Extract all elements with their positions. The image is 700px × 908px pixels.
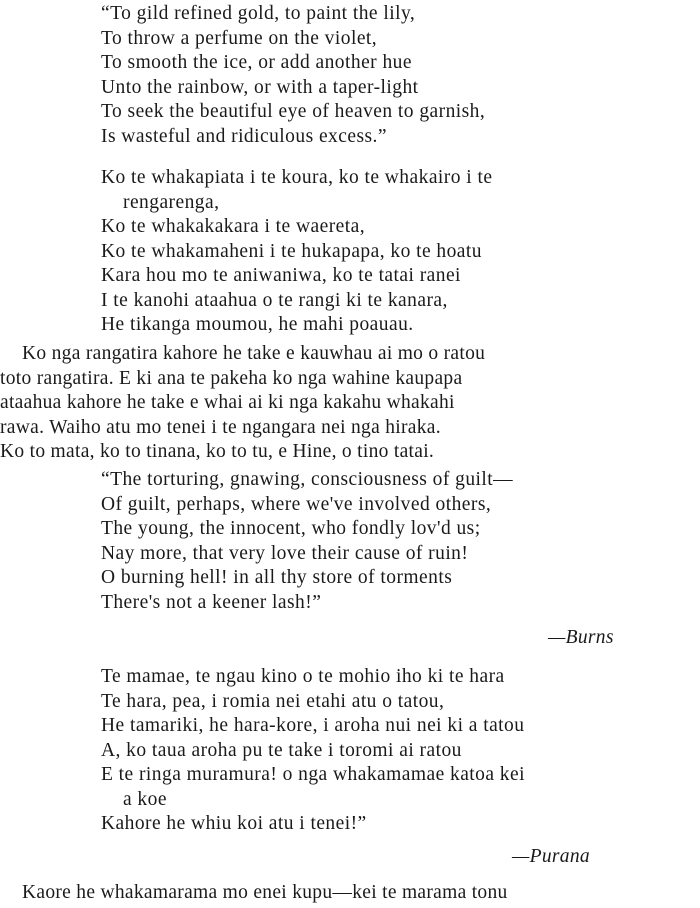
verse-line: A, ko taua aroha pu te take i toromi ai ratou [101, 739, 462, 761]
verse-line: Is wasteful and ridiculous excess.” [101, 125, 387, 147]
verse-line: O burning hell! in all thy store of torments [101, 567, 453, 588]
verse-line: Te hara, pea, i romia nei etahi atu o tatou, [101, 690, 445, 712]
verse-line: There's not a keener lash!” [101, 591, 322, 613]
attribution-purana: —Purana [512, 846, 590, 867]
prose-line: toto rangatira. E ki ana te pakeha ko nga wahine kaupapa [0, 367, 463, 389]
verse-line: Unto the rainbow, or with a taper-light [101, 76, 419, 98]
verse-maori-2 [101, 665, 525, 837]
prose-line: Kaore he whakamarama mo enei kupu—kei te marama tonu [22, 882, 508, 903]
verse-english-2 [101, 468, 513, 615]
verse-line-continuation: rengarenga, [123, 191, 220, 213]
prose-line: rawa. Waiho atu mo tenei i te ngangara nei nga hiraka. [0, 416, 441, 438]
verse-line: To smooth the ice, or add another hue [101, 52, 412, 73]
verse-line: He tamariki, he hara-kore, i aroha nui nei ki a tatou [101, 715, 525, 736]
verse-line: Ko te whakapiata i te koura, ko te whakairo i te [101, 167, 493, 188]
attribution-burns: —Burns [548, 627, 614, 648]
verse-maori-1 [101, 166, 492, 338]
verse-line: Kahore he whiu koi atu i tenei!” [101, 813, 367, 834]
verse-line: Nay more, that very love their cause of ruin! [101, 542, 469, 564]
prose-line: ataahua kahore he take e whai ai ki nga kakahu whakahi [0, 392, 455, 413]
verse-line: E te ringa muramura! o nga whakamamae katoa kei [101, 764, 525, 785]
verse-line: He tikanga moumou, he mahi poauau. [101, 314, 414, 335]
prose-paragraph-1 [0, 342, 700, 465]
verse-line: “The torturing, gnawing, consciousness of guilt— [101, 469, 514, 490]
verse-line: Ko te whakamaheni i te hukapapa, ko te hoatu [101, 240, 482, 262]
verse-line: Kara hou mo te aniwaniwa, ko te tatai ranei [101, 265, 461, 286]
verse-line: “To gild refined gold, to paint the lily, [101, 3, 416, 24]
prose-line: Ko to mata, ko to tinana, ko to tu, e Hine, o tino tatai. [0, 441, 435, 462]
prose-line: Ko nga rangatira kahore he take e kauwhau ai mo o ratou [22, 343, 486, 364]
verse-line: To seek the beautiful eye of heaven to garnish, [101, 101, 486, 122]
verse-line: I te kanohi ataahua o te rangi ki te kanara, [101, 289, 448, 311]
verse-line: The young, the innocent, who fondly lov'd us; [101, 518, 481, 539]
prose-paragraph-2 [0, 881, 700, 906]
verse-line: Te mamae, te ngau kino o te mohio iho ki te hara [101, 666, 505, 687]
verse-line-continuation: a koe [123, 788, 167, 810]
verse-line: Ko te whakakakara i te waereta, [101, 216, 366, 237]
verse-line: To throw a perfume on the violet, [101, 27, 378, 49]
verse-line: Of guilt, perhaps, where we've involved others, [101, 493, 492, 515]
verse-english-1 [101, 2, 485, 149]
